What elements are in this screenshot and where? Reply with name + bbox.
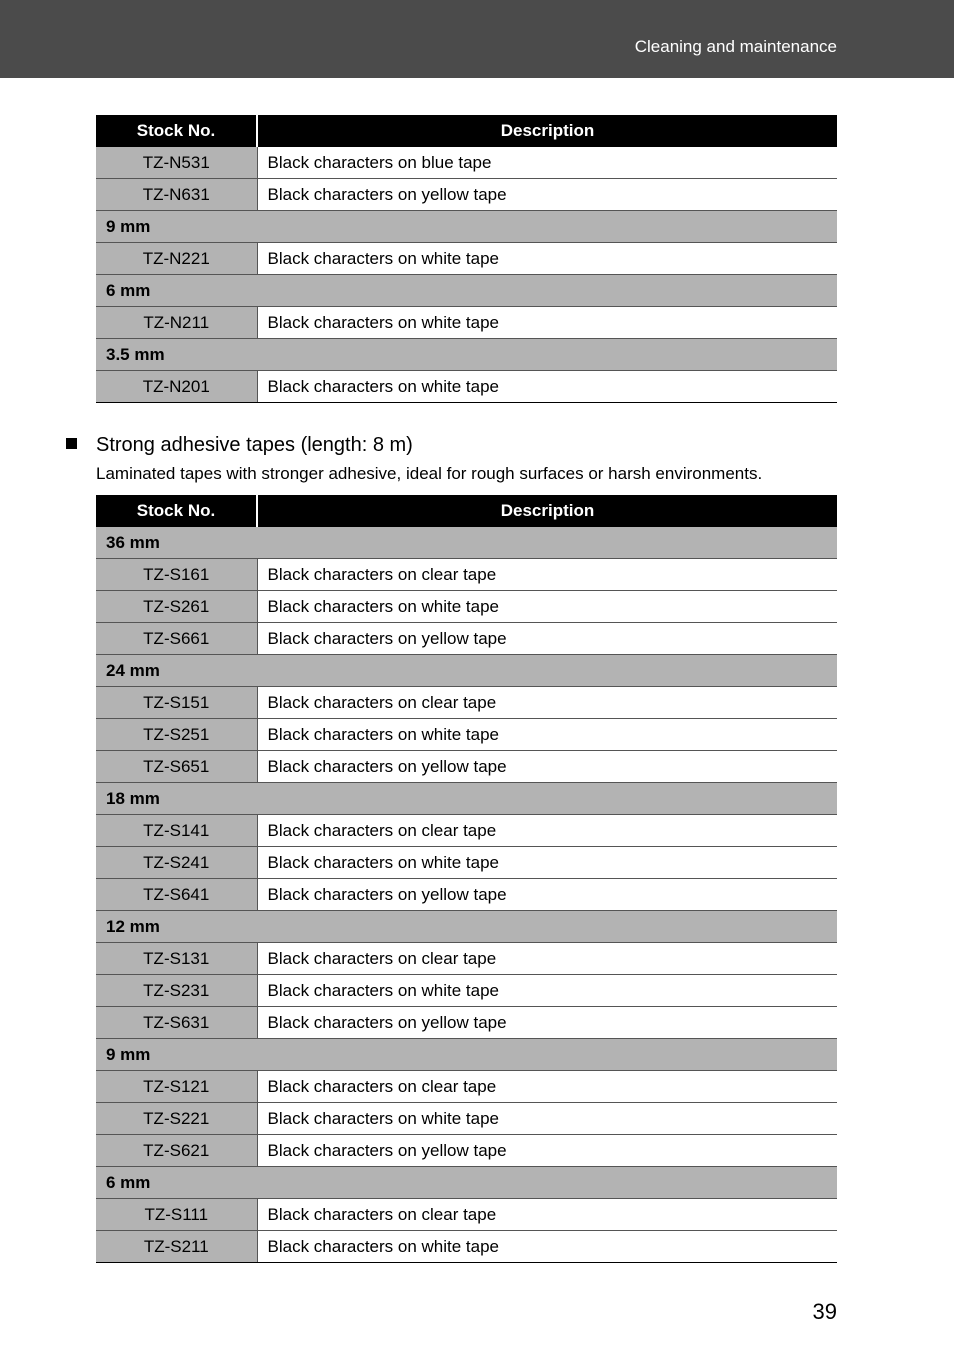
stock-no-cell: TZ-N531 xyxy=(96,147,257,179)
size-group-label: 36 mm xyxy=(96,527,837,559)
table-row xyxy=(96,1231,837,1263)
size-group-label: 18 mm xyxy=(96,783,837,815)
table-row xyxy=(96,815,837,847)
description-cell: Black characters on white tape xyxy=(257,307,837,339)
stock-no-cell: TZ-N631 xyxy=(96,179,257,211)
stock-no-cell: TZ-S251 xyxy=(96,719,257,751)
size-group-label: 9 mm xyxy=(96,211,837,243)
stock-no-cell: TZ-S151 xyxy=(96,687,257,719)
table-row xyxy=(96,751,837,783)
table-row xyxy=(96,147,837,179)
description-cell: Black characters on clear tape xyxy=(257,1199,837,1231)
table-row xyxy=(96,591,837,623)
description-cell: Black characters on white tape xyxy=(257,719,837,751)
description-cell: Black characters on white tape xyxy=(257,847,837,879)
description-cell: Black characters on yellow tape xyxy=(257,751,837,783)
stock-no-cell: TZ-N221 xyxy=(96,243,257,275)
table-header-row xyxy=(96,115,837,147)
table-row xyxy=(96,687,837,719)
size-group-row xyxy=(96,275,837,307)
stock-no-cell: TZ-S651 xyxy=(96,751,257,783)
table-row xyxy=(96,1071,837,1103)
stock-no-cell: TZ-S111 xyxy=(96,1199,257,1231)
table-row xyxy=(96,719,837,751)
size-group-row xyxy=(96,211,837,243)
description-cell: Black characters on yellow tape xyxy=(257,1007,837,1039)
table-row xyxy=(96,1103,837,1135)
table-row xyxy=(96,943,837,975)
size-group-row xyxy=(96,339,837,371)
table-row xyxy=(96,879,837,911)
description-cell: Black characters on white tape xyxy=(257,1103,837,1135)
section-title: Cleaning and maintenance xyxy=(634,37,837,56)
table-row xyxy=(96,975,837,1007)
size-group-label: 12 mm xyxy=(96,911,837,943)
table-row xyxy=(96,1007,837,1039)
description-cell: Black characters on yellow tape xyxy=(257,623,837,655)
stock-no-cell: TZ-S621 xyxy=(96,1135,257,1167)
section-heading xyxy=(66,433,413,457)
stock-no-cell: TZ-S231 xyxy=(96,975,257,1007)
stock-no-cell: TZ-S131 xyxy=(96,943,257,975)
table-row xyxy=(96,371,837,403)
stock-no-cell: TZ-N201 xyxy=(96,371,257,403)
description-header: Description xyxy=(257,495,837,527)
table-row xyxy=(96,847,837,879)
size-group-label: 9 mm xyxy=(96,1039,837,1071)
section-heading-text: Strong adhesive tapes (length: 8 m) xyxy=(96,434,413,456)
description-cell: Black characters on white tape xyxy=(257,371,837,403)
table-row xyxy=(96,243,837,275)
description-cell: Black characters on clear tape xyxy=(257,559,837,591)
section-note: Laminated tapes with stronger adhesive, ideal for rough surfaces or harsh environments. xyxy=(96,464,763,483)
tape-table-2 xyxy=(96,495,837,1263)
square-bullet-icon xyxy=(66,438,77,449)
description-cell: Black characters on clear tape xyxy=(257,687,837,719)
stock-no-cell: TZ-S221 xyxy=(96,1103,257,1135)
size-group-row xyxy=(96,1039,837,1071)
description-header: Description xyxy=(257,115,837,147)
table-row xyxy=(96,1135,837,1167)
table-row xyxy=(96,623,837,655)
description-cell: Black characters on clear tape xyxy=(257,815,837,847)
table-header-row xyxy=(96,495,837,527)
table-row xyxy=(96,559,837,591)
table-row xyxy=(96,307,837,339)
stock-no-cell: TZ-S121 xyxy=(96,1071,257,1103)
stock-no-header: Stock No. xyxy=(96,495,257,527)
stock-no-cell: TZ-S161 xyxy=(96,559,257,591)
page-number: 39 xyxy=(812,1299,837,1324)
stock-no-cell: TZ-S141 xyxy=(96,815,257,847)
size-group-label: 24 mm xyxy=(96,655,837,687)
stock-no-cell: TZ-S211 xyxy=(96,1231,257,1263)
description-cell: Black characters on clear tape xyxy=(257,1071,837,1103)
description-cell: Black characters on white tape xyxy=(257,591,837,623)
table-row xyxy=(96,179,837,211)
description-cell: Black characters on yellow tape xyxy=(257,1135,837,1167)
size-group-label: 6 mm xyxy=(96,1167,837,1199)
stock-no-cell: TZ-N211 xyxy=(96,307,257,339)
size-group-label: 6 mm xyxy=(96,275,837,307)
size-group-row xyxy=(96,783,837,815)
description-cell: Black characters on blue tape xyxy=(257,147,837,179)
size-group-row xyxy=(96,655,837,687)
size-group-label: 3.5 mm xyxy=(96,339,837,371)
description-cell: Black characters on yellow tape xyxy=(257,879,837,911)
description-cell: Black characters on white tape xyxy=(257,975,837,1007)
size-group-row xyxy=(96,911,837,943)
tape-table-1 xyxy=(96,115,837,403)
stock-no-cell: TZ-S661 xyxy=(96,623,257,655)
size-group-row xyxy=(96,527,837,559)
stock-no-header: Stock No. xyxy=(96,115,257,147)
table-row xyxy=(96,1199,837,1231)
stock-no-cell: TZ-S641 xyxy=(96,879,257,911)
description-cell: Black characters on white tape xyxy=(257,1231,837,1263)
stock-no-cell: TZ-S261 xyxy=(96,591,257,623)
description-cell: Black characters on clear tape xyxy=(257,943,837,975)
stock-no-cell: TZ-S241 xyxy=(96,847,257,879)
page-header-bar xyxy=(0,0,954,78)
size-group-row xyxy=(96,1167,837,1199)
description-cell: Black characters on yellow tape xyxy=(257,179,837,211)
description-cell: Black characters on white tape xyxy=(257,243,837,275)
stock-no-cell: TZ-S631 xyxy=(96,1007,257,1039)
